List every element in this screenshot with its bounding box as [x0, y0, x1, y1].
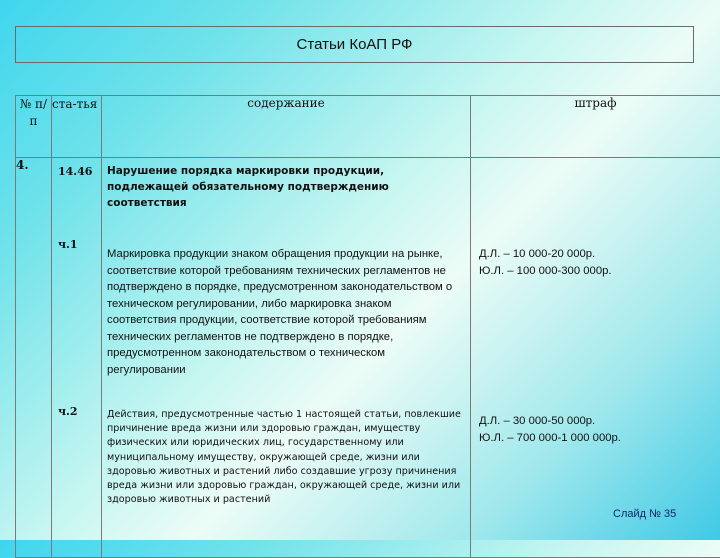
fine-part-2-officials: Д.Л. – 30 000-50 000р. — [479, 413, 621, 430]
article-number: 14.46 — [58, 165, 92, 178]
article-heading: Нарушение порядка маркировки продукции, подлежащей обязательному подтверждению соответствия — [107, 163, 457, 211]
fine-part-1-officials: Д.Л. – 10 000-20 000р. — [479, 246, 612, 263]
header-num: № п/п — [16, 96, 52, 158]
header-article: ста-тья — [52, 96, 102, 158]
fine-part-2-legal-entities: Ю.Л. – 700 000-1 000 000р. — [479, 430, 621, 447]
header-content: содержание — [102, 96, 471, 158]
part-label-2: ч.2 — [58, 405, 78, 418]
part-label-1: ч.1 — [58, 238, 78, 251]
article-cell — [52, 158, 102, 558]
slide-number: Слайд № 35 — [613, 508, 676, 520]
content-cell — [102, 158, 471, 558]
row-number: 4. — [16, 158, 52, 558]
slide-title: Статьи КоАП РФ — [297, 36, 413, 53]
part-2-text: Действия, предусмотренные частью 1 настоящей статьи, повлекшие причинение вреда жизни или здоровью граждан, имуществу физических или юридических лиц, государственному или муниципальному имуществу, окружающей среде, жизни или здоровью животных и растений либо создавшие угрозу причинения вреда жизни или здоровью граждан, окружающей среде, жизни или здоровью животных и растений — [107, 408, 463, 507]
fine-part-1 — [479, 246, 612, 280]
table-row — [16, 158, 720, 558]
header-fine: штраф — [471, 96, 720, 158]
fine-cell — [471, 158, 720, 558]
header-row — [16, 96, 720, 158]
fine-part-1-legal-entities: Ю.Л. – 100 000-300 000р. — [479, 263, 612, 280]
slide-title-box — [15, 26, 694, 63]
fine-part-2 — [479, 413, 621, 447]
part-1-text: Маркировка продукции знаком обращения продукции на рынке, соответствие которой требованиям технических регламентов не подтверждено в порядке, предусмотренном законодательством о техническом регулировании, либо маркировка знаком соответствия продукции, соответствие которой требованиям технических регламентов не подтверждено в порядке, предусмотренном законодательством о техническом регулировании — [107, 246, 459, 378]
koap-table — [15, 95, 720, 558]
